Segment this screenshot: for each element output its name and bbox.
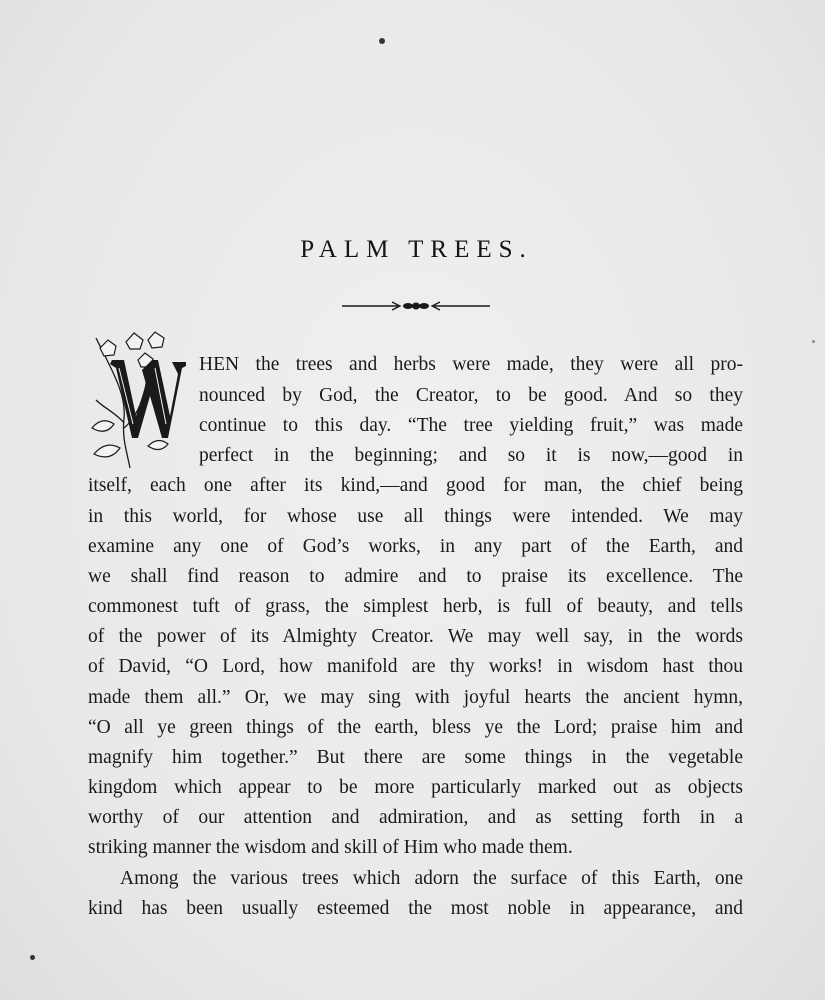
text-line: HEN the trees and herbs were made, they were all pro-: [199, 354, 743, 375]
text-line: we shall find reason to admire and to praise its excellence. The: [88, 566, 743, 587]
decorative-dropcap-w: [86, 328, 190, 470]
text-line: commonest tuft of grass, the simplest herb, is full of beauty, and tells: [88, 596, 743, 617]
ink-speck: [379, 38, 385, 44]
text-line: kingdom which appear to be more particularly marked out as objects: [88, 777, 743, 798]
text-line: examine any one of God’s works, in any part of the Earth, and: [88, 536, 743, 557]
ink-speck: [812, 340, 815, 343]
text-line: of David, “O Lord, how manifold are thy works! in wisdom hast thou: [88, 656, 743, 677]
text-line: made them all.” Or, we may sing with joyful hearts the ancient hymn,: [88, 687, 743, 708]
ink-speck: [30, 955, 35, 960]
text-line: Among the various trees which adorn the surface of this Earth, one: [120, 868, 743, 889]
text-line: itself, each one after its kind,—and good for man, the chief being: [88, 475, 743, 496]
title-ornament: [340, 298, 492, 314]
text-line: striking manner the wisdom and skill of Him who made them.: [88, 837, 573, 858]
text-line: kind has been usually esteemed the most noble in appearance, and: [88, 898, 743, 919]
text-line: worthy of our attention and admiration, and as setting forth in a: [88, 807, 743, 828]
text-line: nounced by God, the Creator, to be good. And so they: [199, 385, 743, 406]
text-line: magnify him together.” But there are some things in the vegetable: [88, 747, 743, 768]
page-title: PALM TREES.: [300, 236, 533, 263]
text-line: in this world, for whose use all things were intended. We may: [88, 506, 743, 527]
text-line: continue to this day. “The tree yielding fruit,” was made: [199, 415, 743, 436]
text-line: “O all ye green things of the earth, bless ye the Lord; praise him and: [88, 717, 743, 738]
text-line: perfect in the beginning; and so it is now,—good in: [199, 445, 743, 466]
text-line: of the power of its Almighty Creator. We may well say, in the words: [88, 626, 743, 647]
